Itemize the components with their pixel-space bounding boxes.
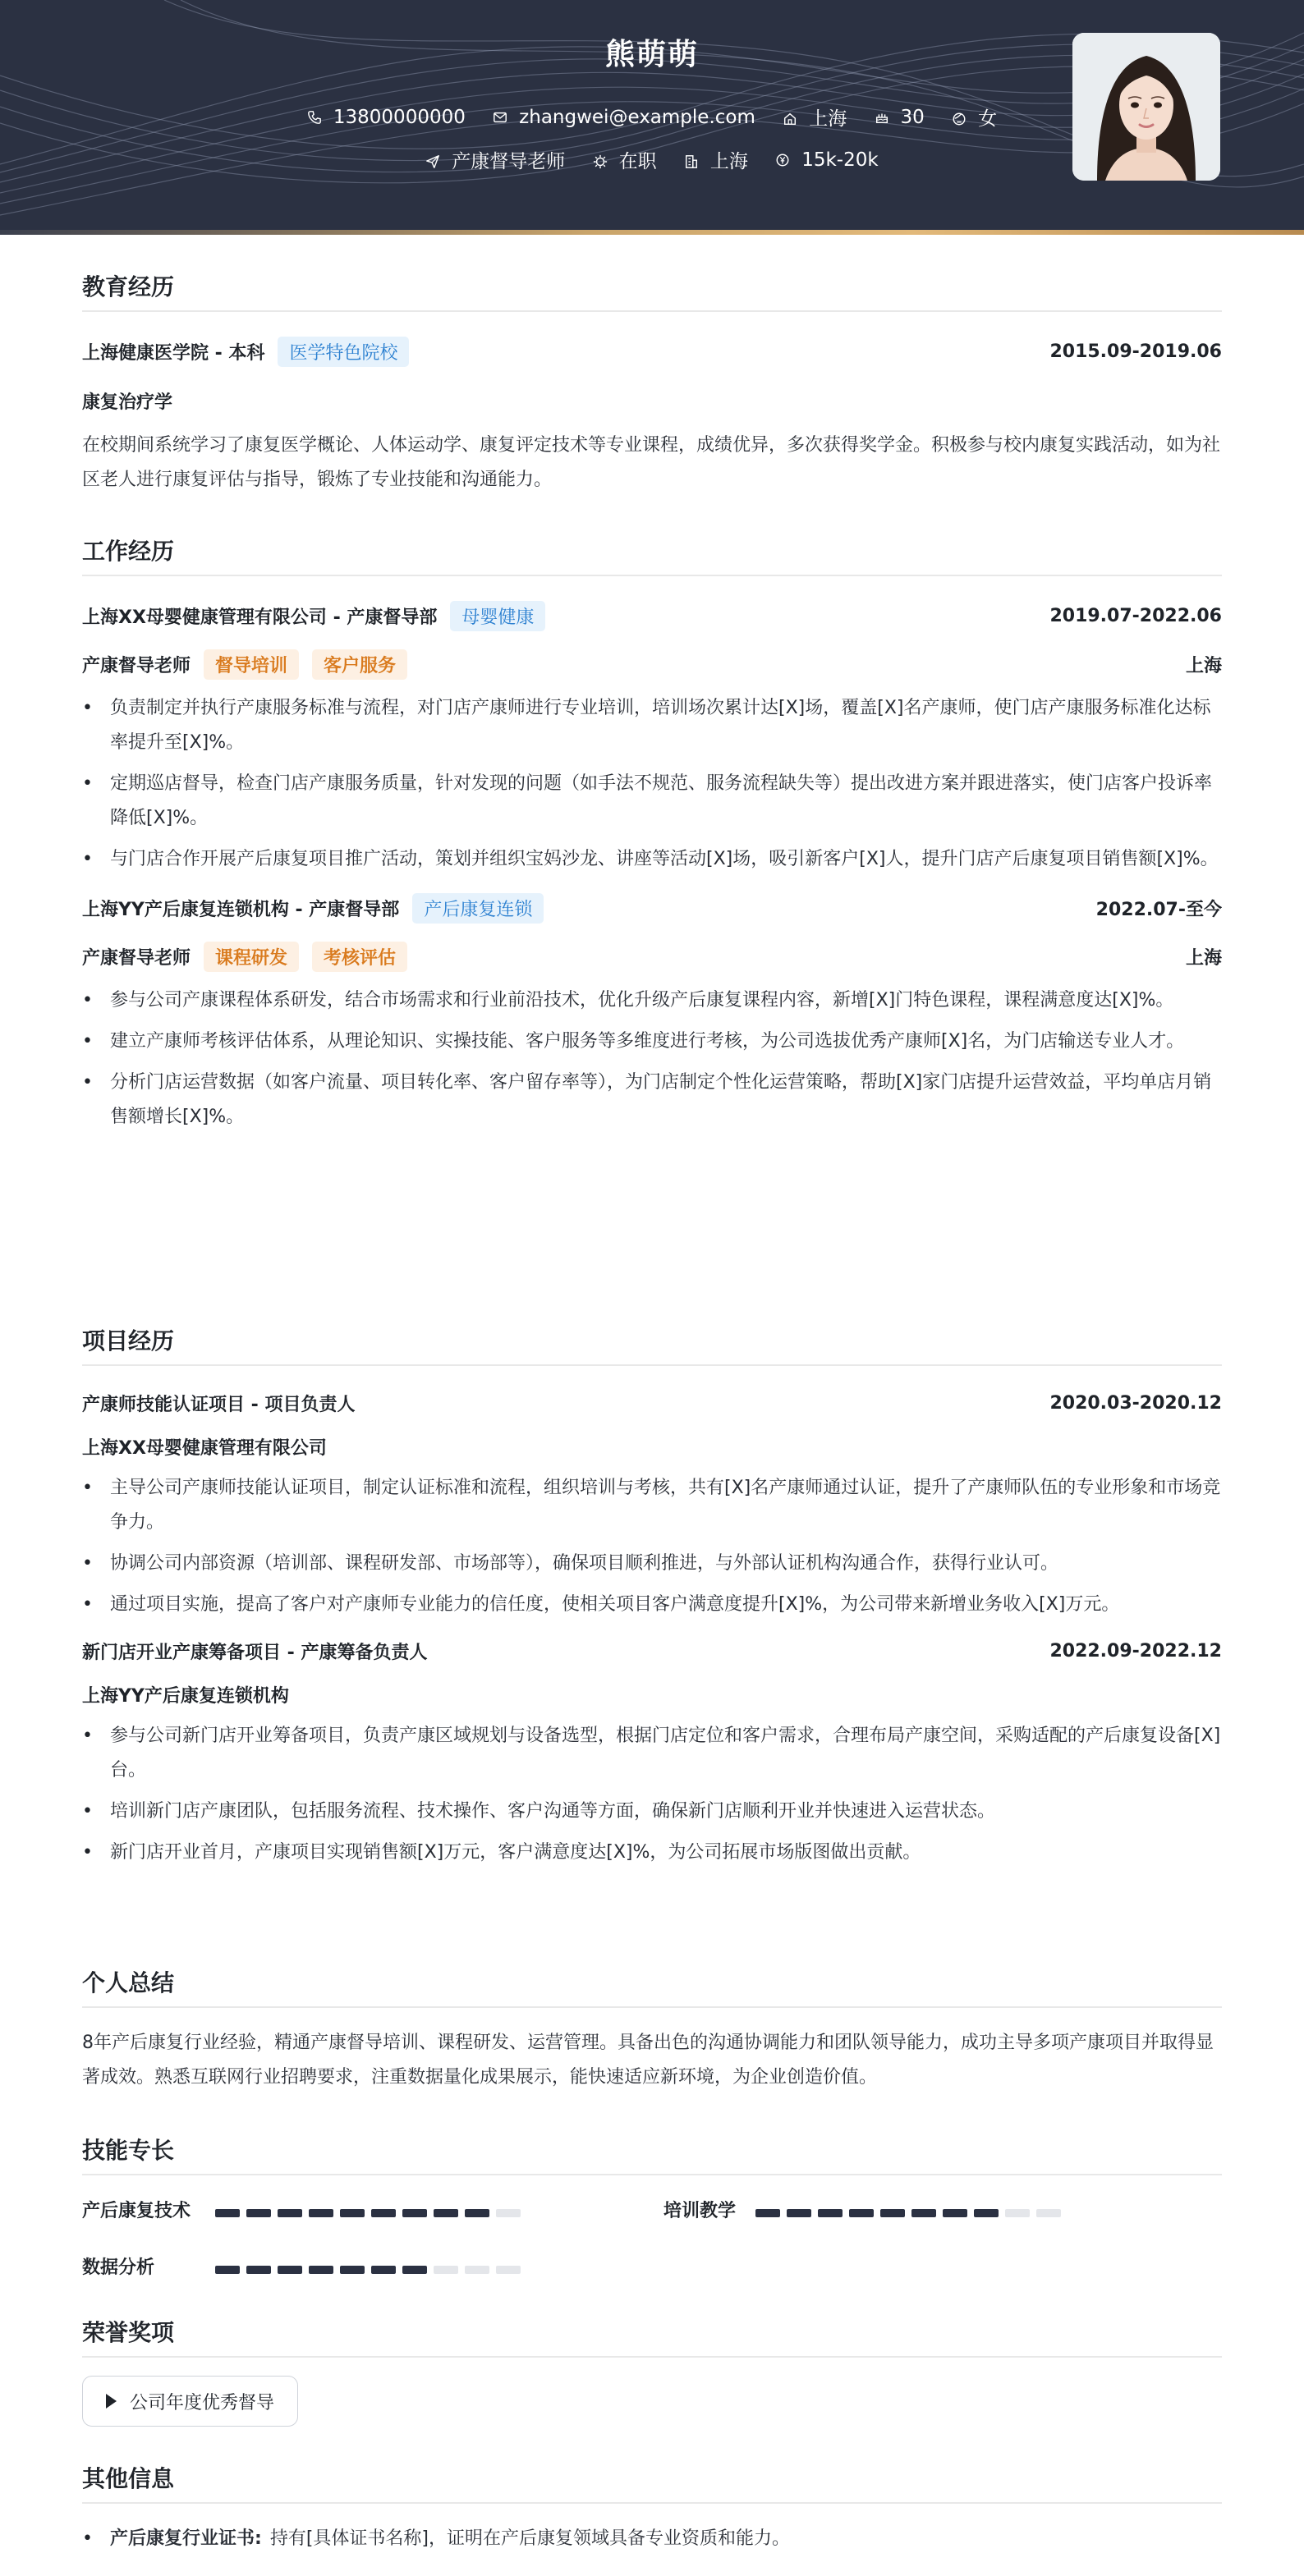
project-name: 新门店开业产康筹备项目 - 产康筹备负责人 (82, 1643, 428, 1663)
mail-icon (493, 110, 507, 125)
skill-level-filled (849, 2209, 874, 2217)
education-header-row (82, 337, 1222, 367)
role-name: 产康督导老师 (82, 948, 191, 969)
role-tag: 客户服务 (312, 649, 407, 680)
age-text: 30 (900, 106, 925, 128)
skill-level-filled (278, 2266, 302, 2274)
section-title: 技能专长 (82, 2133, 1222, 2175)
skill-level-filled (755, 2209, 780, 2217)
project-item (82, 1639, 1222, 1870)
award-item (82, 2376, 298, 2427)
work-item (82, 893, 1222, 1134)
skill-level-filled (911, 2209, 936, 2217)
skill-level-empty (1036, 2209, 1061, 2217)
skill-level-bar (755, 2209, 1061, 2217)
salary-text: 15k-20k (801, 149, 879, 171)
list-item: • 建立产康师考核评估体系，从理论知识、实操技能、客户服务等多维度进行考核，为公司选拔优秀产康师[X]名，为门店输送专业人才。 (82, 1024, 1222, 1059)
education-section (82, 269, 1222, 497)
list-item: • 新门店开业首月，产康项目实现销售额[X]万元，客户满意度达[X]%，为公司拓展市场版图做出贡献。 (82, 1836, 1222, 1870)
skill-level-filled (465, 2209, 489, 2217)
work-header-row (82, 601, 1222, 631)
education-description: 在校期间系统学习了康复医学概论、人体运动学、康复评定技术等专业课程，成绩优异，多次获得奖学金。积极参与校内康复实践活动，如为社区老人进行康复评估与指导，锻炼了专业技能和沟通能力。 (82, 435, 1221, 490)
company-name: 上海XX母婴健康管理有限公司 - 产康督导部 (82, 607, 438, 628)
list-item: • 参与公司产康课程体系研发，结合市场需求和行业前沿技术，优化升级产后康复课程内容，新增[X]门特色课程，课程满意度达[X]%。 (82, 983, 1222, 1018)
skill-item (82, 2197, 663, 2222)
target-position-text: 产康督导老师 (452, 151, 566, 172)
status-icon (593, 154, 608, 169)
section-title: 个人总结 (82, 1965, 1222, 2008)
skill-name: 培训教学 (663, 2201, 737, 2221)
project-name: 产康师技能认证项目 - 项目负责人 (82, 1395, 356, 1415)
section-title: 工作经历 (82, 534, 1222, 576)
skill-level-filled (309, 2266, 333, 2274)
skill-level-filled (246, 2266, 271, 2274)
project-bullets (82, 1719, 1222, 1870)
project-header-row (82, 1639, 1222, 1664)
work-date: 2019.07-2022.06 (1049, 606, 1222, 626)
company-tag: 产后康复连锁 (412, 893, 544, 924)
list-item: • 负责制定并执行产康服务标准与流程，对门店产康师进行专业培训，培训场次累计达[X]场，覆盖[X]名产康师，使门店产康服务标准化达标率提升至[X]%。 (82, 691, 1222, 760)
project-org: 上海YY产后康复连锁机构 (82, 1686, 289, 1707)
skill-level-filled (371, 2209, 396, 2217)
send-icon (425, 154, 440, 169)
section-title: 其他信息 (82, 2461, 1222, 2504)
list-item: • 主导公司产康师技能认证项目，制定认证标准和流程，组织培训与考核，共有[X]名产康师通过认证，提升了产康师队伍的专业形象和市场竞争力。 (82, 1471, 1222, 1540)
salary-item (775, 149, 878, 171)
work-date: 2022.07-至今 (1095, 900, 1222, 920)
school-name: 上海健康医学院 - 本科 (82, 343, 265, 364)
projects-section (82, 1323, 1222, 1877)
skill-level-filled (787, 2209, 811, 2217)
resume-header (0, 0, 1304, 235)
project-bullets (82, 1471, 1222, 1622)
skill-level-filled (402, 2266, 427, 2274)
education-date: 2015.09-2019.06 (1049, 341, 1222, 362)
skill-level-filled (215, 2266, 240, 2274)
phone-icon (307, 110, 322, 125)
skill-level-filled (340, 2266, 365, 2274)
role-tag: 督导培训 (204, 649, 299, 680)
work-city: 上海 (1185, 948, 1222, 969)
school-tag: 医学特色院校 (278, 337, 409, 367)
list-item: • 通过项目实施，提高了客户对产康师专业能力的信任度，使相关项目客户满意度提升[X]%，为公司带来新增业务收入[X]万元。 (82, 1588, 1222, 1622)
skill-level-bar (215, 2209, 521, 2217)
skill-level-empty (434, 2266, 458, 2274)
building-icon (684, 154, 699, 169)
award-name: 公司年度优秀督导 (130, 2392, 275, 2413)
skill-level-filled (818, 2209, 843, 2217)
other-section (82, 2461, 1222, 2563)
triangle-right-icon (106, 2394, 117, 2409)
skills-section (82, 2133, 1222, 2279)
project-date: 2020.03-2020.12 (1049, 1393, 1222, 1414)
skill-name: 数据分析 (82, 2257, 155, 2278)
candidate-name: 熊萌萌 (604, 38, 699, 71)
email-item (493, 107, 755, 128)
age-item (875, 107, 925, 128)
skill-level-bar (215, 2266, 521, 2274)
company-name: 上海YY产后康复连锁机构 - 产康督导部 (82, 900, 400, 920)
skill-level-filled (943, 2209, 967, 2217)
summary-section (82, 1965, 1222, 2095)
project-item (82, 1391, 1222, 1622)
project-org: 上海XX母婴健康管理有限公司 (82, 1438, 327, 1459)
skill-name: 产后康复技术 (82, 2201, 191, 2221)
other-text: 持有[具体证书名称]，证明在产后康复领域具备专业资质和能力。 (269, 2528, 790, 2549)
skill-level-empty (496, 2209, 521, 2217)
list-item (82, 2522, 1222, 2556)
avatar-photo (1072, 33, 1220, 181)
work-item (82, 601, 1222, 877)
section-title: 项目经历 (82, 1323, 1222, 1366)
email-text: zhangwei@example.com (519, 106, 755, 128)
skill-level-empty (1005, 2209, 1030, 2217)
list-item: • 协调公司内部资源（培训部、课程研发部、市场部等），确保项目顺利推进，与外部认证机构沟通合作，获得行业认可。 (82, 1547, 1222, 1581)
gender-text: 女 (978, 108, 998, 130)
project-date: 2022.09-2022.12 (1049, 1641, 1222, 1662)
skill-level-empty (496, 2266, 521, 2274)
work-bullets (82, 983, 1222, 1134)
skill-level-filled (434, 2209, 458, 2217)
hometown-text: 上海 (809, 108, 847, 130)
section-title: 教育经历 (82, 269, 1222, 312)
section-title: 荣誉奖项 (82, 2315, 1222, 2358)
project-header-row (82, 1391, 1222, 1416)
skill-level-filled (402, 2209, 427, 2217)
skill-level-filled (974, 2209, 999, 2217)
honors-section (82, 2315, 1222, 2427)
skill-level-filled (215, 2209, 240, 2217)
work-section (82, 534, 1222, 1141)
work-header-row (82, 893, 1222, 924)
role-row (82, 942, 1222, 972)
role-tag: 考核评估 (312, 942, 407, 972)
phone-item (307, 107, 466, 128)
other-bullets (82, 2522, 1222, 2556)
work-bullets (82, 691, 1222, 877)
salary-icon (775, 153, 790, 167)
company-tag: 母婴健康 (450, 601, 545, 631)
skill-level-filled (371, 2266, 396, 2274)
skill-level-filled (340, 2209, 365, 2217)
gender-icon (952, 112, 967, 126)
age-icon (875, 110, 889, 125)
role-name: 产康督导老师 (82, 656, 191, 676)
list-item: • 参与公司新门店开业筹备项目，负责产康区域规划与设备选型，根据门店定位和客户需求，合理布局产康空间，采购适配的产后康复设备[X]台。 (82, 1719, 1222, 1788)
target-position-item (425, 146, 565, 173)
skill-level-empty (465, 2266, 489, 2274)
summary-text: 8年产后康复行业经验，精通产康督导培训、课程研发、运营管理。具备出色的沟通协调能力和团队领导能力，成功主导多项产康项目并取得显著成效。熟悉互联网行业招聘要求，注重数据量化成果展示，能快速适应新环境，为企业创造价值。 (82, 2033, 1214, 2088)
list-item: • 定期巡店督导，检查门店产康服务质量，针对发现的问题（如手法不规范、服务流程缺失等）提出改进方案并跟进落实，使门店客户投诉率降低[X]%。 (82, 767, 1222, 836)
status-text: 在职 (618, 151, 657, 172)
skills-row (82, 2197, 1222, 2222)
target-city-item (684, 146, 748, 173)
home-icon (783, 112, 797, 126)
gender-item (952, 103, 997, 131)
status-item (593, 146, 657, 173)
skill-level-filled (309, 2209, 333, 2217)
target-city-text: 上海 (709, 151, 748, 172)
major-name: 康复治疗学 (82, 392, 173, 413)
skill-level-filled (880, 2209, 905, 2217)
work-city: 上海 (1185, 656, 1222, 676)
hometown-item (783, 103, 847, 131)
header-accent-line (0, 230, 1304, 235)
portrait-illustration (1072, 33, 1220, 181)
phone-text: 13800000000 (333, 106, 466, 128)
other-label: 产后康复行业证书: (110, 2528, 262, 2549)
list-item: • 分析门店运营数据（如客户流量、项目转化率、客户留存率等），为门店制定个性化运营策略，帮助[X]家门店提升运营效益，平均单店月销售额增长[X]%。 (82, 1066, 1222, 1134)
skill-item (663, 2197, 1061, 2222)
skill-level-filled (246, 2209, 271, 2217)
skill-item (82, 2253, 1222, 2279)
list-item: • 培训新门店产康团队，包括服务流程、技术操作、客户沟通等方面，确保新门店顺利开业并快速进入运营状态。 (82, 1794, 1222, 1829)
role-tag: 课程研发 (204, 942, 299, 972)
skill-level-filled (278, 2209, 302, 2217)
role-row (82, 649, 1222, 680)
list-item: • 与门店合作开展产后康复项目推广活动，策划并组织宝妈沙龙、讲座等活动[X]场，吸引新客户[X]人，提升门店产后康复项目销售额[X]%。 (82, 842, 1222, 877)
